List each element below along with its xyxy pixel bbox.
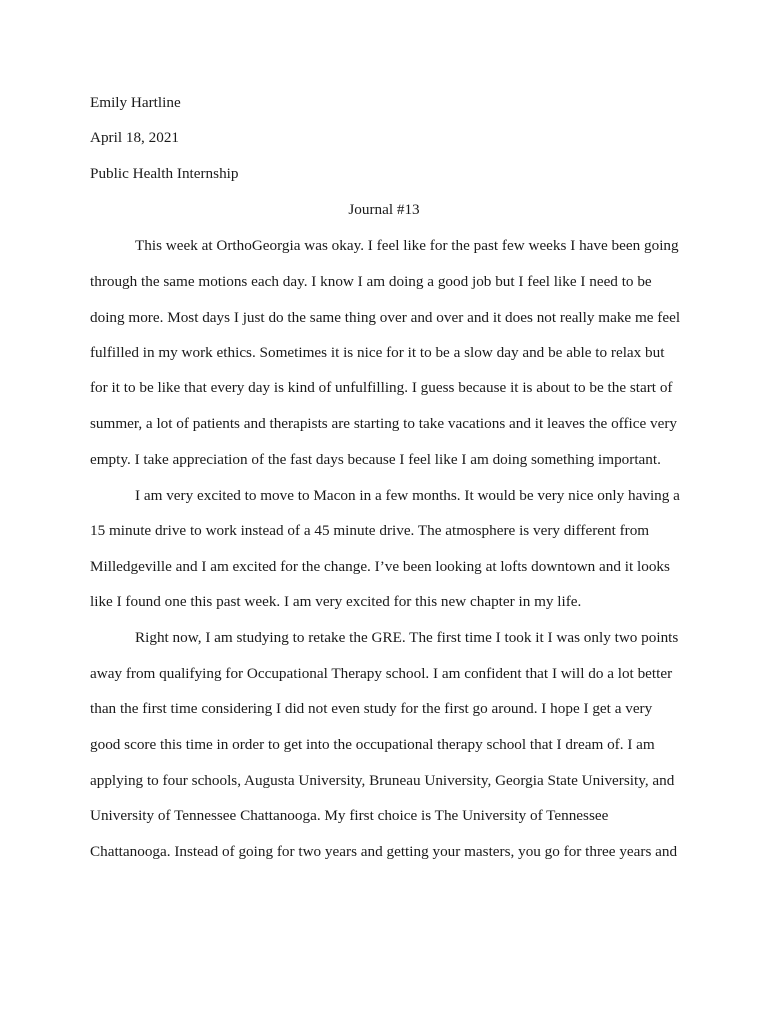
paragraph-line: away from qualifying for Occupational Therapy school. I am confident that I will do a lot better <box>90 665 673 682</box>
paragraph-line: 15 minute drive to work instead of a 45 minute drive. The atmosphere is very different from <box>90 522 650 539</box>
paragraph-line: Chattanooga. Instead of going for two years and getting your masters, you go for three years and <box>90 843 678 860</box>
paragraph-line: for it to be like that every day is kind of unfulfilling. I guess because it is about to be the start of <box>90 379 673 396</box>
author-name: Emily Hartline <box>90 94 181 111</box>
paragraph-line: applying to four schools, Augusta University, Bruneau University, Georgia State University, and <box>90 772 675 789</box>
paragraph-line: summer, a lot of patients and therapists are starting to take vacations and it leaves the office very <box>90 415 678 432</box>
paragraph-line: through the same motions each day. I know I am doing a good job but I feel like I need to be <box>90 273 652 290</box>
paragraph-line: than the first time considering I did not even study for the first go around. I hope I get a very <box>90 700 653 717</box>
paragraph-line: like I found one this past week. I am very excited for this new chapter in my life. <box>90 593 582 610</box>
paragraph-line: Milledgeville and I am excited for the change. I’ve been looking at lofts downtown and it looks <box>90 558 670 575</box>
document-title: Journal #13 <box>348 201 420 218</box>
paragraph-line: good score this time in order to get into the occupational therapy school that I dream of. I am <box>90 736 655 753</box>
document-date: April 18, 2021 <box>90 129 180 146</box>
paragraph-line: Right now, I am studying to retake the GRE. The first time I took it I was only two points <box>135 629 679 646</box>
paragraph-line: fulfilled in my work ethics. Sometimes it is nice for it to be a slow day and be able to relax but <box>90 344 665 361</box>
course-name: Public Health Internship <box>90 165 239 182</box>
paragraph-line: doing more. Most days I just do the same thing over and over and it does not really make me feel <box>90 309 681 326</box>
paragraph-line: University of Tennessee Chattanooga. My first choice is The University of Tennessee <box>90 807 609 824</box>
paragraph-line: empty. I take appreciation of the fast days because I feel like I am doing something important. <box>90 451 661 468</box>
paragraph-line: I am very excited to move to Macon in a few months. It would be very nice only having a <box>135 487 680 504</box>
paragraph-line: This week at OrthoGeorgia was okay. I feel like for the past few weeks I have been going <box>135 237 679 254</box>
